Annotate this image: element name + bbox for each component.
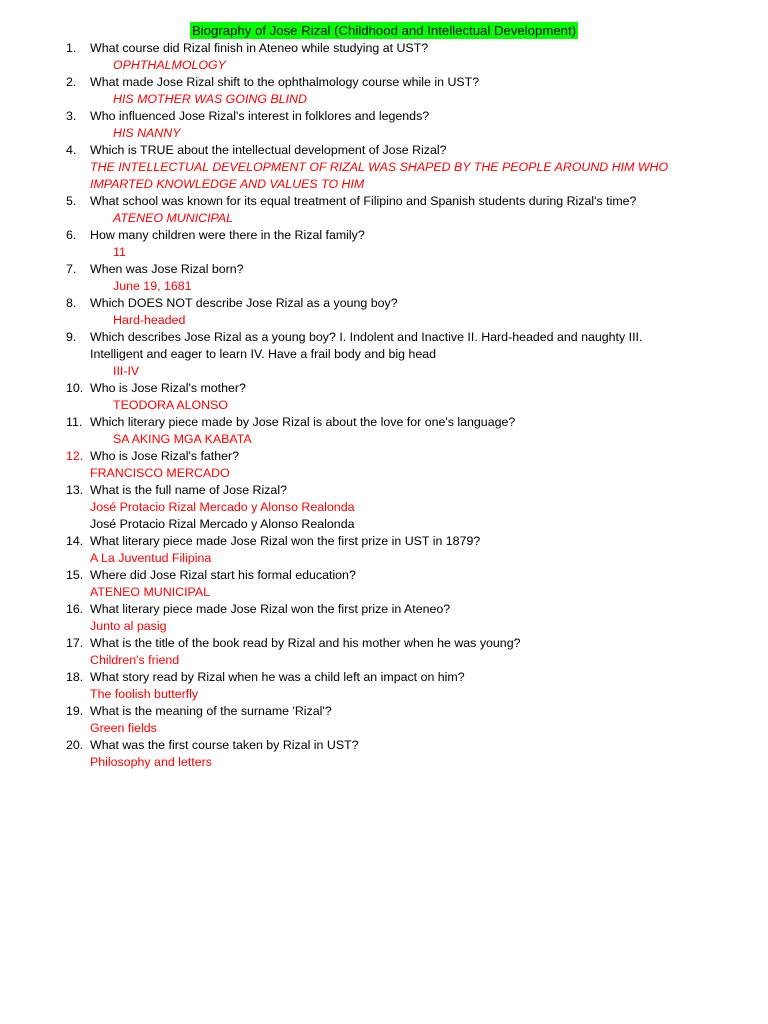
question-number: 16. <box>66 602 84 616</box>
question-number: 4. <box>66 143 77 157</box>
answer-row <box>0 754 768 771</box>
question-row <box>0 533 768 550</box>
answer-text: Children's friend <box>90 653 180 667</box>
answer-row <box>0 431 768 448</box>
question-row <box>0 703 768 720</box>
question-row <box>0 380 768 397</box>
answer-text: June 19, 1681 <box>113 279 192 293</box>
question-row <box>0 567 768 584</box>
answer-text: ATENEO MUNICIPAL <box>113 211 234 225</box>
question-text: What is the full name of Jose Rizal? <box>90 483 287 497</box>
question-text: Who is Jose Rizal's father? <box>90 449 240 463</box>
question-text: What was the first course taken by Rizal in UST? <box>90 738 359 752</box>
question-number: 18. <box>66 670 84 684</box>
question-text: Who influenced Jose Rizal's interest in folklores and legends? <box>90 109 430 123</box>
question-row <box>0 448 768 465</box>
answer-text: TEODORA ALONSO <box>113 398 228 412</box>
question-text: Which DOES NOT describe Jose Rizal as a young boy? <box>90 296 398 310</box>
question-row <box>0 193 768 210</box>
answer-row <box>0 363 768 380</box>
question-list <box>0 40 768 771</box>
answer-row <box>0 465 768 482</box>
question-text: How many children were there in the Rizal family? <box>90 228 365 242</box>
title-wrapper <box>0 22 768 40</box>
question-number: 14. <box>66 534 84 548</box>
question-text: What story read by Rizal when he was a child left an impact on him? <box>90 670 465 684</box>
question-number: 19. <box>66 704 84 718</box>
question-number: 7. <box>66 262 77 276</box>
question-number: 15. <box>66 568 84 582</box>
answer-text-repeated: José Protacio Rizal Mercado y Alonso Realonda <box>90 517 355 531</box>
question-text: Which describes Jose Rizal as a young boy? I. Indolent and Inactive II. Hard-headed and naughty III. <box>90 330 643 344</box>
answer-row <box>0 686 768 703</box>
question-number: 10. <box>66 381 84 395</box>
answer-row <box>0 91 768 108</box>
question-text: Intelligent and eager to learn IV. Have a frail body and big head <box>90 347 437 361</box>
question-number: 6. <box>66 228 77 242</box>
answer-row <box>0 618 768 635</box>
answer-row <box>0 397 768 414</box>
answer-row <box>0 159 768 176</box>
question-text: What course did Rizal finish in Ateneo while studying at UST? <box>90 41 429 55</box>
question-text: Where did Jose Rizal start his formal education? <box>90 568 356 582</box>
answer-text: IMPARTED KNOWLEDGE AND VALUES TO HIM <box>90 177 365 191</box>
question-text: What is the title of the book read by Rizal and his mother when he was young? <box>90 636 521 650</box>
question-number: 8. <box>66 296 77 310</box>
answer-text: SA AKING MGA KABATA <box>113 432 252 446</box>
question-text: What school was known for its equal treatment of Filipino and Spanish students during Rizal's time? <box>90 194 637 208</box>
question-row-continued <box>0 346 768 363</box>
answer-row <box>0 720 768 737</box>
answer-row <box>0 312 768 329</box>
answer-row <box>0 125 768 142</box>
question-row <box>0 737 768 754</box>
answer-row <box>0 244 768 261</box>
question-row <box>0 227 768 244</box>
answer-row <box>0 176 768 193</box>
question-number: 11. <box>66 415 83 429</box>
answer-row <box>0 210 768 227</box>
question-row <box>0 108 768 125</box>
question-number: 1. <box>66 41 77 55</box>
question-number: 17. <box>66 636 84 650</box>
question-row <box>0 261 768 278</box>
answer-text: 11 <box>113 245 126 259</box>
answer-text: A La Juventud Filipina <box>90 551 212 565</box>
question-text: Which is TRUE about the intellectual development of Jose Rizal? <box>90 143 447 157</box>
answer-text: Junto al pasig <box>90 619 167 633</box>
question-row <box>0 669 768 686</box>
question-number: 3. <box>66 109 77 123</box>
answer-text: Philosophy and letters <box>90 755 212 769</box>
question-row <box>0 329 768 346</box>
answer-row <box>0 584 768 601</box>
question-number: 13. <box>66 483 84 497</box>
answer-row <box>0 652 768 669</box>
question-number: 20. <box>66 738 84 752</box>
question-number: 9. <box>66 330 77 344</box>
answer-text: FRANCISCO MERCADO <box>90 466 230 480</box>
question-row <box>0 74 768 91</box>
answer-text: The foolish butterfly <box>90 687 199 701</box>
answer-text: THE INTELLECTUAL DEVELOPMENT OF RIZAL WAS SHAPED BY THE PEOPLE AROUND HIM WHO <box>90 160 669 174</box>
question-text: What literary piece made Jose Rizal won the first prize in Ateneo? <box>90 602 451 616</box>
question-row <box>0 482 768 499</box>
question-number: 12. <box>66 449 84 463</box>
question-text: What literary piece made Jose Rizal won the first prize in UST in 1879? <box>90 534 481 548</box>
question-text: Who is Jose Rizal's mother? <box>90 381 246 395</box>
question-text: When was Jose Rizal born? <box>90 262 244 276</box>
answer-row <box>0 278 768 295</box>
answer-text: HIS NANNY <box>113 126 181 140</box>
answer-text: Green fields <box>90 721 157 735</box>
question-row <box>0 414 768 431</box>
answer-text: III-IV <box>113 364 140 378</box>
document-title: Biography of Jose Rizal (Childhood and Intellectual Development) <box>191 23 577 38</box>
question-number: 2. <box>66 75 77 89</box>
question-number: 5. <box>66 194 77 208</box>
answer-text: ATENEO MUNICIPAL <box>90 585 211 599</box>
answer-text: Hard-headed <box>113 313 186 327</box>
answer-text: HIS MOTHER WAS GOING BLIND <box>113 92 307 106</box>
question-row <box>0 142 768 159</box>
question-row <box>0 40 768 57</box>
question-text: Which literary piece made by Jose Rizal is about the love for one's language? <box>90 415 516 429</box>
answer-row <box>0 550 768 567</box>
question-row <box>0 601 768 618</box>
question-row <box>0 635 768 652</box>
answer-row <box>0 516 768 533</box>
question-row <box>0 295 768 312</box>
answer-text: OPHTHALMOLOGY <box>113 58 226 72</box>
question-text: What is the meaning of the surname 'Rizal'? <box>90 704 332 718</box>
answer-row <box>0 57 768 74</box>
answer-row <box>0 499 768 516</box>
question-text: What made Jose Rizal shift to the ophthalmology course while in UST? <box>90 75 480 89</box>
answer-text: José Protacio Rizal Mercado y Alonso Realonda <box>90 500 355 514</box>
